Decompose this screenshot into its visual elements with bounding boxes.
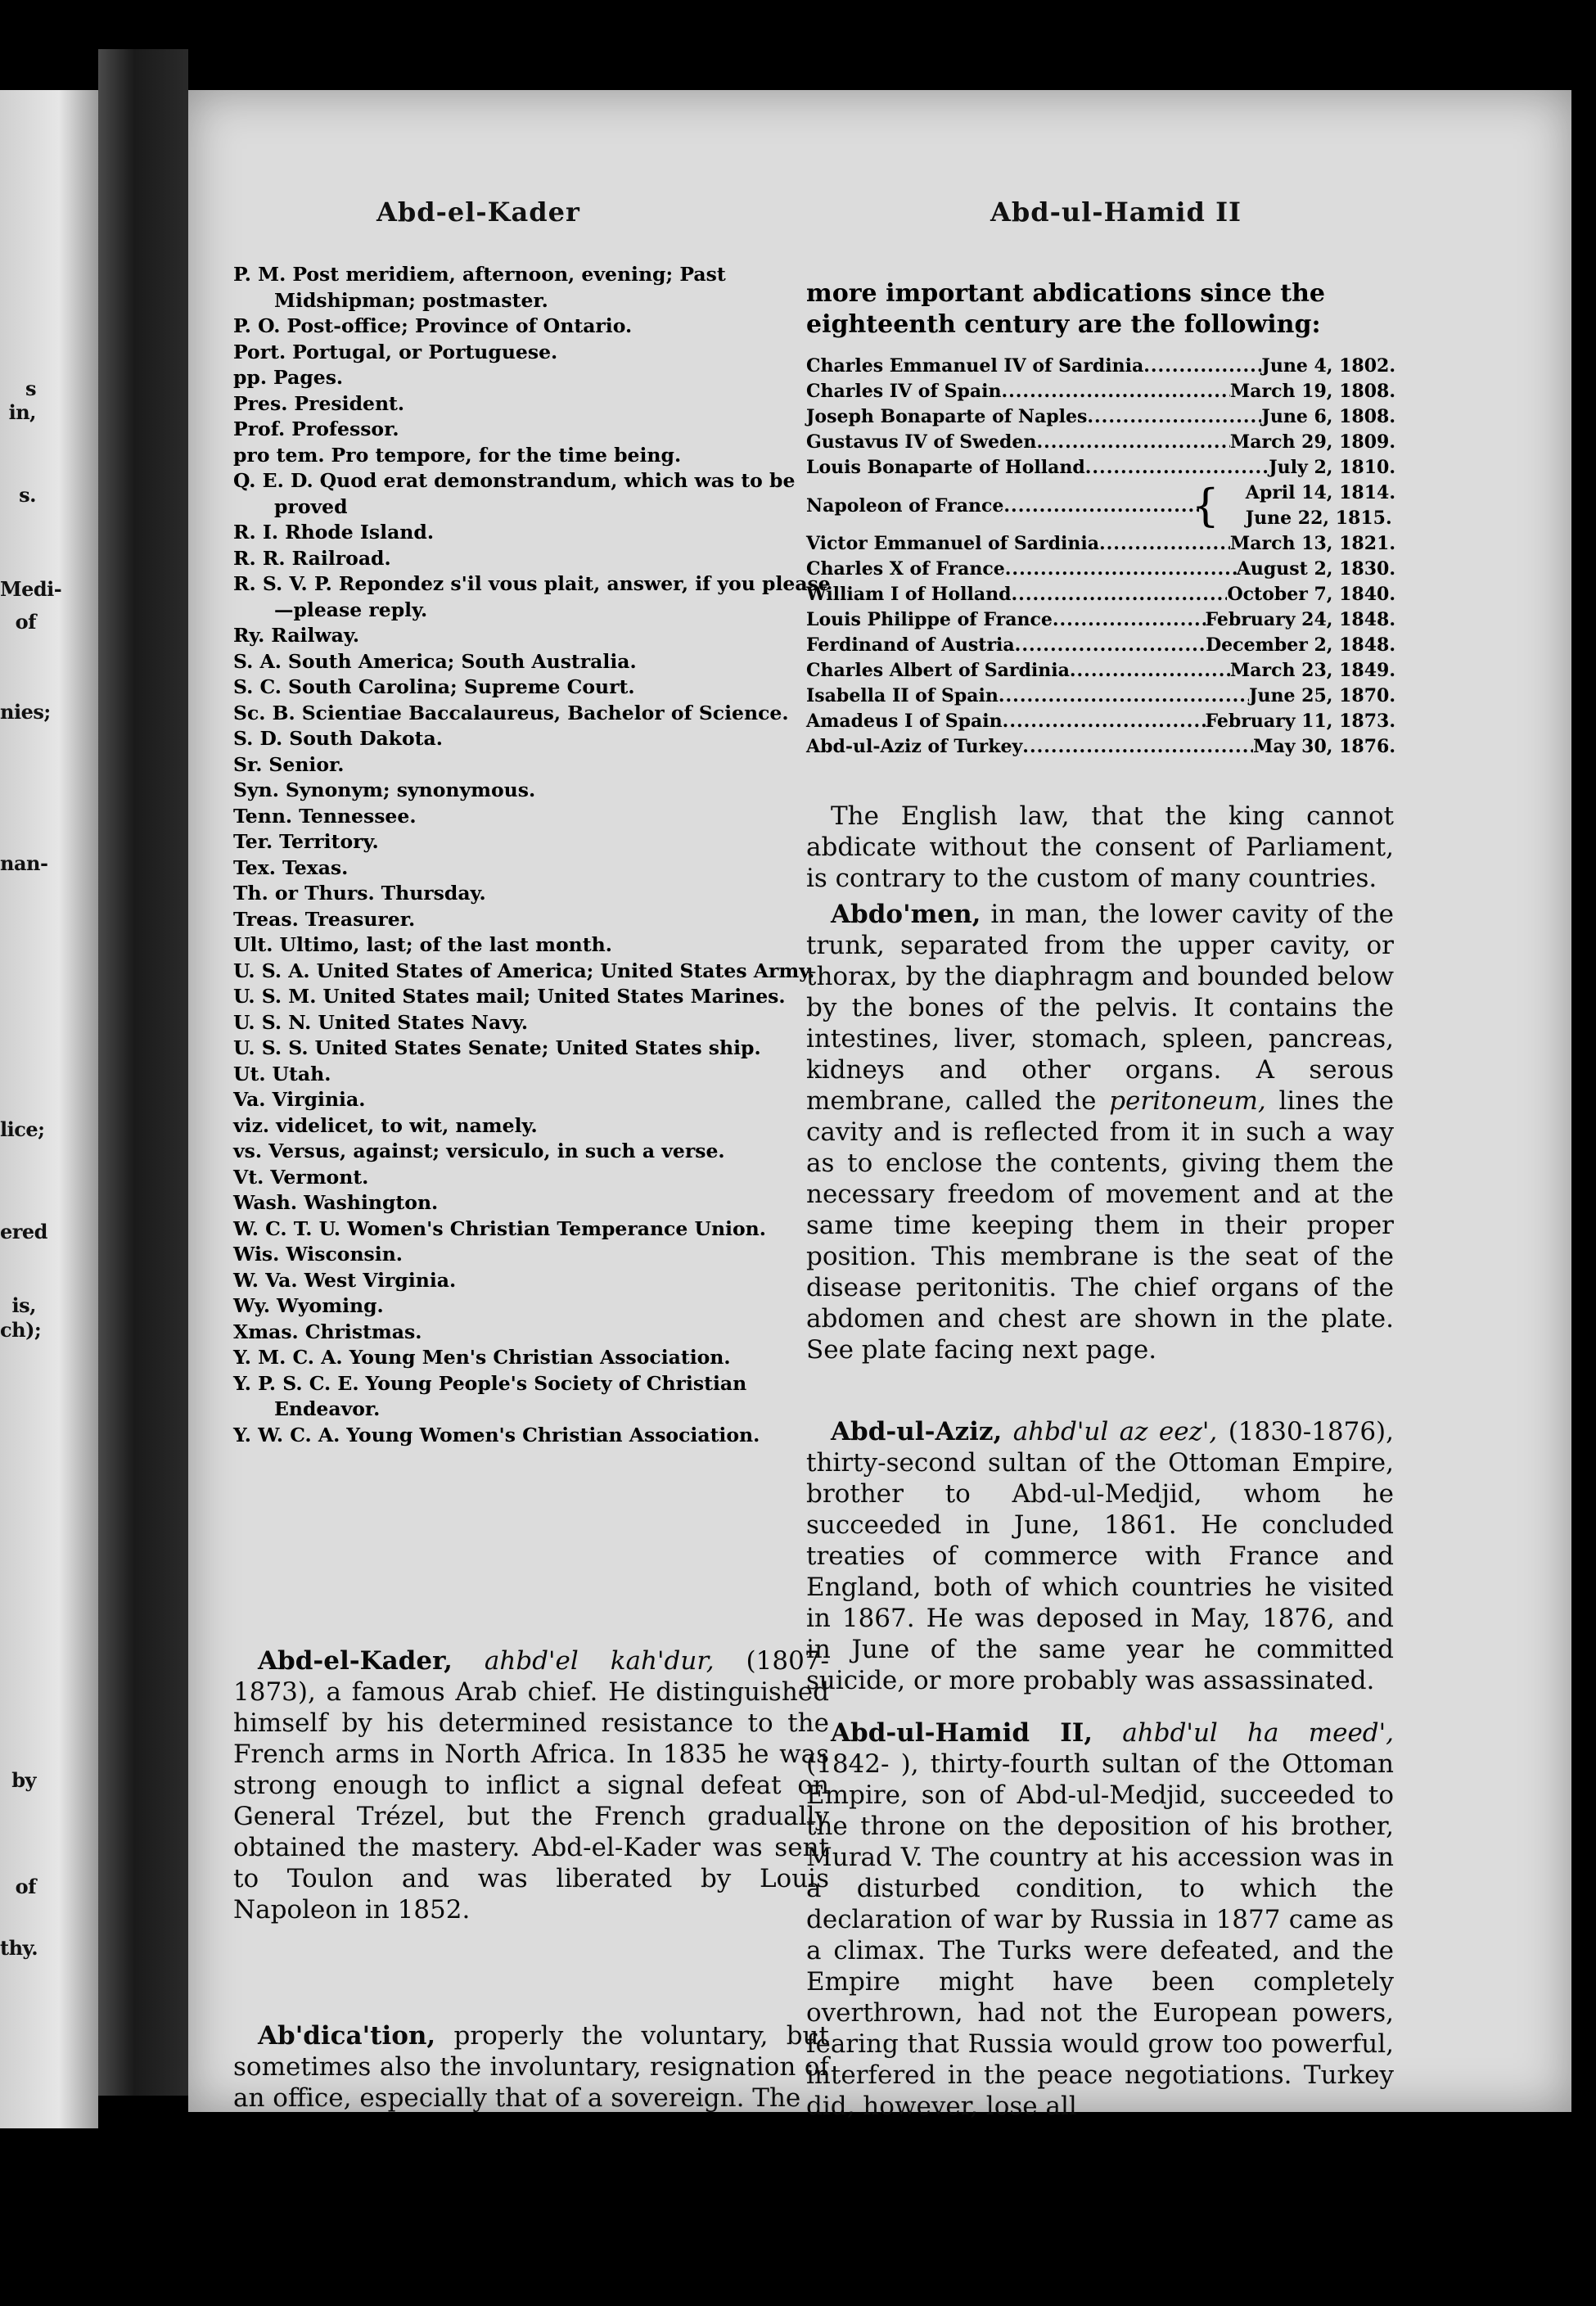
abbreviation: Pres. — [233, 391, 288, 415]
abbreviation-item — [233, 1113, 831, 1139]
abbreviation: U. S. N. — [233, 1010, 312, 1034]
abbreviation-definition: Washington. — [304, 1191, 439, 1214]
sovereign-name: Isabella II of Spain — [806, 685, 999, 706]
abdication-row — [806, 607, 1395, 633]
abbreviation: Ter. — [233, 830, 273, 853]
abbreviation-item — [233, 932, 831, 959]
entry-pronunciation: ahbd'ul az eez', — [1012, 1417, 1218, 1446]
entry-pronunciation: ahbd'ul ha meed', — [1122, 1718, 1395, 1748]
abdication-row — [806, 658, 1395, 684]
abbreviation: Tenn. — [233, 804, 293, 828]
abbreviation-definition: Women's Christian Temperance Union. — [347, 1216, 766, 1240]
sovereign-name: Charles X of France — [806, 558, 1005, 580]
sovereign-name: Napoleon of France — [806, 495, 1004, 517]
book-page — [188, 90, 1571, 2121]
abbreviation-definition: Repondez s'il vous plait, answer, if you please—please reply. — [274, 572, 831, 621]
abdication-date: March 19, 1808. — [1229, 381, 1395, 402]
abdication-date: October 7, 1840. — [1227, 584, 1395, 605]
abbreviation-definition: Synonym; synonymous. — [285, 778, 536, 801]
abbreviation: Vt. — [233, 1165, 264, 1189]
entry-body: properly the voluntary, but sometimes also the involuntary, resignation of an office, especially that of a sovereign. The — [233, 2021, 829, 2113]
abbreviation: Q. E. D. — [233, 469, 313, 492]
previous-page-fragment: s. — [19, 483, 36, 507]
abbreviation-definition: Utah. — [272, 1062, 331, 1085]
abbreviation: pp. — [233, 366, 268, 389]
entry-body: (1807-1873), a famous Arab chief. He distinguished himself by his determined resistance to the French arms in North Africa. In 1835 he was strong enough to inflict a signal defeat on General Trézel, but the French gradually obtained the mastery. Abd-el-Kader was sent to Toulon and was liberated by Louis Napoleon in 1852. — [233, 1646, 830, 1925]
abdication-row — [806, 557, 1395, 582]
entry-body: (1842- ), thirty-fourth sultan of the Ottoman Empire, son of Abd-ul-Medjid, succeeded to the throne on the deposition of his brother, Murad V. The country at his accession was in a disturbed condition, to which the declaration of war by Russia in 1877 came as a climax. The Turks were defeated, and the Empire might have been completely overthrown, had not the European powers, fearing that Russia would grow too powerful, interfered in the peace negotiations. Turkey did, however, lose all — [806, 1749, 1394, 2121]
abbreviation: Sr. — [233, 752, 263, 776]
abbreviation: Wis. — [233, 1243, 280, 1266]
abdication-date: June 25, 1870. — [1249, 685, 1395, 706]
leader-dots — [1003, 709, 1206, 734]
abbreviation-item — [233, 1139, 831, 1165]
abbreviation-item — [233, 752, 831, 778]
leader-dots — [1053, 607, 1206, 633]
abbreviation: R. R. — [233, 546, 286, 570]
previous-page-fragment: nan- — [0, 851, 48, 875]
abbreviation-definition: Pro tempore, for the time being. — [331, 443, 682, 467]
abdication-row — [806, 379, 1395, 404]
abbreviation: Sc. B. — [233, 701, 295, 724]
abbreviation-item — [233, 1036, 831, 1062]
abbreviation-definition: Professor. — [291, 417, 399, 440]
abdication-row — [806, 684, 1395, 709]
entry-abd-el-kader — [233, 1645, 829, 1925]
abbreviation-item — [233, 417, 831, 443]
sovereign-name: Amadeus I of Spain — [806, 711, 1003, 732]
abbreviation-item — [233, 726, 831, 752]
book-gutter — [98, 49, 188, 2096]
sovereign-name: William I of Holland — [806, 584, 1012, 605]
abdication-row — [806, 709, 1395, 734]
abbreviation: U. S. S. — [233, 1036, 309, 1059]
abbreviation-item — [233, 1345, 831, 1371]
abbreviation: U. S. M. — [233, 985, 317, 1008]
abdication-row — [806, 531, 1395, 557]
abbreviation-item — [233, 829, 831, 855]
abbreviation-definition: Portugal, or Portuguese. — [292, 340, 558, 363]
leader-dots — [1005, 557, 1237, 582]
abbreviation-definition: Texas. — [282, 855, 349, 879]
sovereign-name: Charles IV of Spain — [806, 381, 1002, 402]
abbreviation-definition: Railroad. — [291, 546, 391, 570]
abdication-date: December 2, 1848. — [1206, 634, 1395, 656]
sovereign-name: Abd-ul-Aziz of Turkey — [806, 736, 1023, 757]
abbreviation-definition: videlicet, to wit, namely. — [276, 1113, 538, 1137]
abbreviation-item — [233, 1293, 831, 1320]
abbreviation-item — [233, 675, 831, 701]
abdication-date: March 23, 1849. — [1229, 660, 1395, 681]
abbreviation: S. D. — [233, 727, 283, 750]
abbreviation: R. I. — [233, 521, 279, 544]
abbreviation-item — [233, 959, 831, 985]
abbreviation: Ut. — [233, 1062, 266, 1085]
abbreviation-item — [233, 340, 831, 366]
previous-page-fragment: ch); — [0, 1318, 42, 1342]
abdication-date: July 2, 1810. — [1269, 457, 1395, 478]
sovereign-name: Joseph Bonaparte of Naples — [806, 406, 1088, 427]
abbreviation-item — [233, 649, 831, 675]
abbreviation: Y. P. S. C. E. — [233, 1371, 359, 1395]
leader-dots — [1070, 658, 1230, 684]
abbreviation: Va. — [233, 1088, 266, 1111]
abbreviation: P. O. — [233, 314, 281, 337]
entry-abdomen — [806, 899, 1394, 1365]
abdication-date: June 6, 1808. — [1261, 406, 1395, 427]
sovereign-name: Ferdinand of Austria — [806, 634, 1015, 656]
abbreviation: Ult. — [233, 933, 273, 956]
entry-headword: Abd-ul-Aziz, — [831, 1417, 1003, 1446]
abbreviation: Syn. — [233, 778, 279, 801]
sovereign-name: Victor Emmanuel of Sardinia — [806, 533, 1099, 554]
abbreviation-definition: Christmas. — [304, 1320, 422, 1343]
abbreviation: Y. W. C. A. — [233, 1423, 340, 1446]
abdication-row — [806, 582, 1395, 607]
abdication-row — [806, 455, 1395, 481]
abdication-date: March 13, 1821. — [1229, 533, 1395, 554]
abdication-row — [806, 734, 1395, 760]
abbreviation: S. A. — [233, 649, 282, 673]
abbreviation: Xmas. — [233, 1320, 299, 1343]
abdications-table — [806, 354, 1395, 760]
leader-dots — [1015, 633, 1206, 658]
abbreviation: Wash. — [233, 1191, 298, 1214]
abbreviation-item — [233, 855, 831, 882]
abbreviation-item — [233, 1062, 831, 1088]
abbreviation-definition: United States Navy. — [318, 1010, 529, 1034]
abdication-date: March 29, 1809. — [1229, 431, 1395, 453]
abdication-date: August 2, 1830. — [1236, 558, 1395, 580]
abbreviation-item — [233, 1216, 831, 1243]
abbreviation: Ry. — [233, 624, 265, 647]
entry-headword: Abdo'men, — [831, 900, 981, 929]
leader-dots — [999, 684, 1249, 709]
previous-page-fragment: nies; — [0, 700, 51, 724]
abbreviation-item — [233, 443, 831, 469]
abbreviation-list — [233, 262, 831, 1448]
previous-page-fragments — [0, 90, 90, 2128]
abdication-row — [806, 404, 1395, 430]
running-head-right: Abd-ul-Hamid II — [990, 196, 1242, 228]
abbreviation-item — [233, 907, 831, 933]
abdication-dates — [1246, 481, 1395, 531]
abbreviation-definition: South Carolina; Supreme Court. — [287, 675, 635, 698]
abbreviation-definition: Thursday. — [381, 882, 486, 905]
abbreviation-definition: South America; South Australia. — [287, 649, 637, 673]
brace-icon: { — [1191, 480, 1220, 531]
abbreviation-definition: Scientiae Baccalaureus, Bachelor of Science. — [301, 701, 789, 724]
abbreviation-item — [233, 701, 831, 727]
abbreviation: W. C. T. U. — [233, 1216, 341, 1240]
abbreviation-definition: President. — [294, 391, 405, 415]
abbreviation-item — [233, 1165, 831, 1191]
previous-page-fragment: Medi- — [0, 577, 62, 601]
abbreviation-definition: Post meridiem, afternoon, evening; Past Midshipman; postmaster. — [274, 263, 726, 312]
abbreviation-item — [233, 623, 831, 649]
abdication-date: June 22, 1815. — [1245, 508, 1392, 529]
entry-headword: Abd-ul-Hamid II, — [831, 1718, 1093, 1748]
abbreviation-item — [233, 1320, 831, 1346]
abbreviation: Wy. — [233, 1294, 271, 1317]
abbreviation-definition: Senior. — [268, 752, 345, 776]
abbreviation-item — [233, 571, 831, 623]
abbreviation-item — [233, 778, 831, 804]
abbreviation-item — [233, 1190, 831, 1216]
abdication-continuation: more important abdications since the eighteenth century are the following: — [806, 279, 1325, 339]
abbreviation: vs. — [233, 1139, 263, 1162]
abdication-row — [806, 633, 1395, 658]
abdication-date: February 11, 1873. — [1205, 711, 1395, 732]
abbreviation: pro tem. — [233, 443, 325, 467]
abbreviation-definition: Territory. — [279, 830, 379, 853]
leader-dots — [1022, 734, 1253, 760]
abbreviation-definition: Tennessee. — [299, 804, 417, 828]
previous-page-fragment: lice; — [0, 1117, 45, 1141]
abbreviation-definition: Young Women's Christian Association. — [346, 1423, 760, 1446]
abbreviation-item — [233, 1371, 831, 1423]
previous-page-fragment: is, — [11, 1293, 36, 1317]
abbreviation: P. M. — [233, 263, 286, 286]
entry-headword: Abd-el-Kader, — [258, 1646, 453, 1676]
sovereign-name: Louis Bonaparte of Holland — [806, 457, 1085, 478]
abbreviation-item — [233, 1242, 831, 1268]
abbreviation-definition: Wyoming. — [277, 1294, 384, 1317]
abbreviation-definition: United States of America; United States Army. — [316, 959, 815, 982]
abbreviation-item — [233, 1010, 831, 1036]
abbreviation-item — [233, 262, 831, 314]
abbreviation: Tex. — [233, 855, 276, 879]
abbreviation-item — [233, 881, 831, 907]
entry-body: (1830-1876), thirty-second sultan of the Ottoman Empire, brother to Abd-ul-Medjid, whom he succeeded in June, 1861. He concluded treaties of commerce with France and England, both of which countries he visited in 1867. He was deposed in May, 1876, and in June of the same year he committed suicide, or more probably was assassinated. — [806, 1417, 1395, 1695]
abbreviation-item — [233, 1423, 831, 1449]
sovereign-name: Louis Philippe of France — [806, 609, 1053, 630]
abbreviation-definition: Treasurer. — [304, 907, 416, 931]
entry-italic-term: peritoneum, — [1109, 1086, 1266, 1116]
abbreviation-definition: Ultimo, last; of the last month. — [279, 933, 612, 956]
abdication-date: April 14, 1814. — [1245, 482, 1395, 503]
previous-page-fragment: s in, — [8, 377, 36, 424]
abbreviation-definition: United States mail; United States Marines. — [322, 985, 786, 1008]
abbreviation: viz. — [233, 1113, 270, 1137]
entry-body: lines the cavity and is reflected from it in such a way as to enclose the contents, giving them the necessary freedom of movement and at the same time keeping them in their proper position. This membrane is the seat of the disease peritonitis. The chief organs of the abdomen and chest are shown in the plate. See plate facing next page. — [806, 1086, 1394, 1365]
abbreviation: Y. M. C. A. — [233, 1346, 343, 1369]
sovereign-name: Charles Albert of Sardinia — [806, 660, 1070, 681]
leader-dots — [1012, 582, 1228, 607]
previous-page-fragment: of — [15, 1875, 36, 1898]
abbreviation: Port. — [233, 340, 286, 363]
abbreviation: Treas. — [233, 907, 299, 931]
abdication-date: May 30, 1876. — [1253, 736, 1395, 757]
abbreviation-item — [233, 391, 831, 417]
abbreviation-definition: Railway. — [271, 624, 360, 647]
leader-dots — [1087, 404, 1261, 430]
abdication-date: February 24, 1848. — [1205, 609, 1395, 630]
abbreviation-definition: Young People's Society of Christian Endeavor. — [274, 1371, 747, 1420]
abbreviation-definition: Virginia. — [272, 1088, 366, 1111]
leader-dots — [1143, 354, 1261, 379]
abbreviation: Prof. — [233, 417, 286, 440]
abdication-date: June 4, 1802. — [1261, 355, 1395, 377]
sovereign-name: Charles Emmanuel IV of Sardinia — [806, 355, 1144, 377]
abbreviation: W. Va. — [233, 1268, 298, 1292]
abbreviation: Th. or Thurs. — [233, 882, 375, 905]
entry-abdication — [233, 2020, 829, 2114]
leader-dots — [1036, 430, 1229, 455]
previous-page-fragment: by — [11, 1768, 36, 1792]
leader-dots — [1085, 455, 1269, 481]
abbreviation-item — [233, 546, 831, 572]
abbreviation-definition: Pages. — [273, 366, 344, 389]
abbreviation-definition: Rhode Island. — [285, 521, 435, 544]
leader-dots — [1099, 531, 1230, 557]
abbreviation-item — [233, 1268, 831, 1294]
abbreviation-definition: South Dakota. — [289, 727, 443, 750]
abbreviation-definition: Vermont. — [270, 1165, 369, 1189]
abdication-row — [806, 354, 1395, 379]
entry-abd-ul-hamid-ii — [806, 1717, 1394, 2122]
abbreviation-definition: United States Senate; United States ship. — [314, 1036, 761, 1059]
paragraph-english-law: The English law, that the king cannot abdicate without the consent of Parliament, is contrary to the custom of many countries. — [806, 801, 1394, 893]
previous-page-fragment: thy. — [0, 1936, 38, 1960]
abbreviation-definition: Quod erat demonstrandum, which was to be proved — [274, 469, 796, 518]
abdication-row — [806, 430, 1395, 455]
abbreviation-definition: Versus, against; versiculo, in such a verse. — [268, 1139, 725, 1162]
entry-abd-ul-aziz — [806, 1416, 1394, 1696]
abdication-row — [806, 481, 1395, 531]
leader-dots — [1001, 379, 1229, 404]
running-head-left: Abd-el-Kader — [376, 196, 580, 228]
entry-headword: Ab'dica'tion, — [258, 2021, 436, 2051]
previous-page-edge — [0, 90, 98, 2128]
sovereign-name: Gustavus IV of Sweden — [806, 431, 1037, 453]
abbreviation-item — [233, 365, 831, 391]
entry-body: in man, the lower cavity of the trunk, separated from the upper cavity, or thorax, by the diaphragm and bounded below by the bones of the pelvis. It contains the intestines, liver, stomach, spleen, pancreas, kidneys and other organs. A serous membrane, called the — [806, 900, 1394, 1116]
abbreviation-item — [233, 314, 831, 340]
abbreviation: S. C. — [233, 675, 282, 698]
abbreviation-definition: Young Men's Christian Association. — [349, 1346, 731, 1369]
abbreviation-definition: Post-office; Province of Ontario. — [286, 314, 633, 337]
previous-page-fragment: of — [15, 610, 36, 634]
abbreviation-definition: West Virginia. — [304, 1268, 457, 1292]
abbreviation: R. S. V. P. — [233, 572, 332, 595]
leader-dots — [1003, 481, 1199, 531]
abbreviation-item — [233, 468, 831, 520]
abbreviation-item — [233, 1087, 831, 1113]
abbreviation-item — [233, 984, 831, 1010]
abbreviation-definition: Wisconsin. — [286, 1243, 403, 1266]
abbreviation-item — [233, 804, 831, 830]
abbreviation: U. S. A. — [233, 959, 310, 982]
abbreviation-item — [233, 520, 831, 546]
entry-pronunciation: ahbd'el kah'dur, — [484, 1646, 715, 1676]
previous-page-fragment: ered — [0, 1220, 47, 1243]
